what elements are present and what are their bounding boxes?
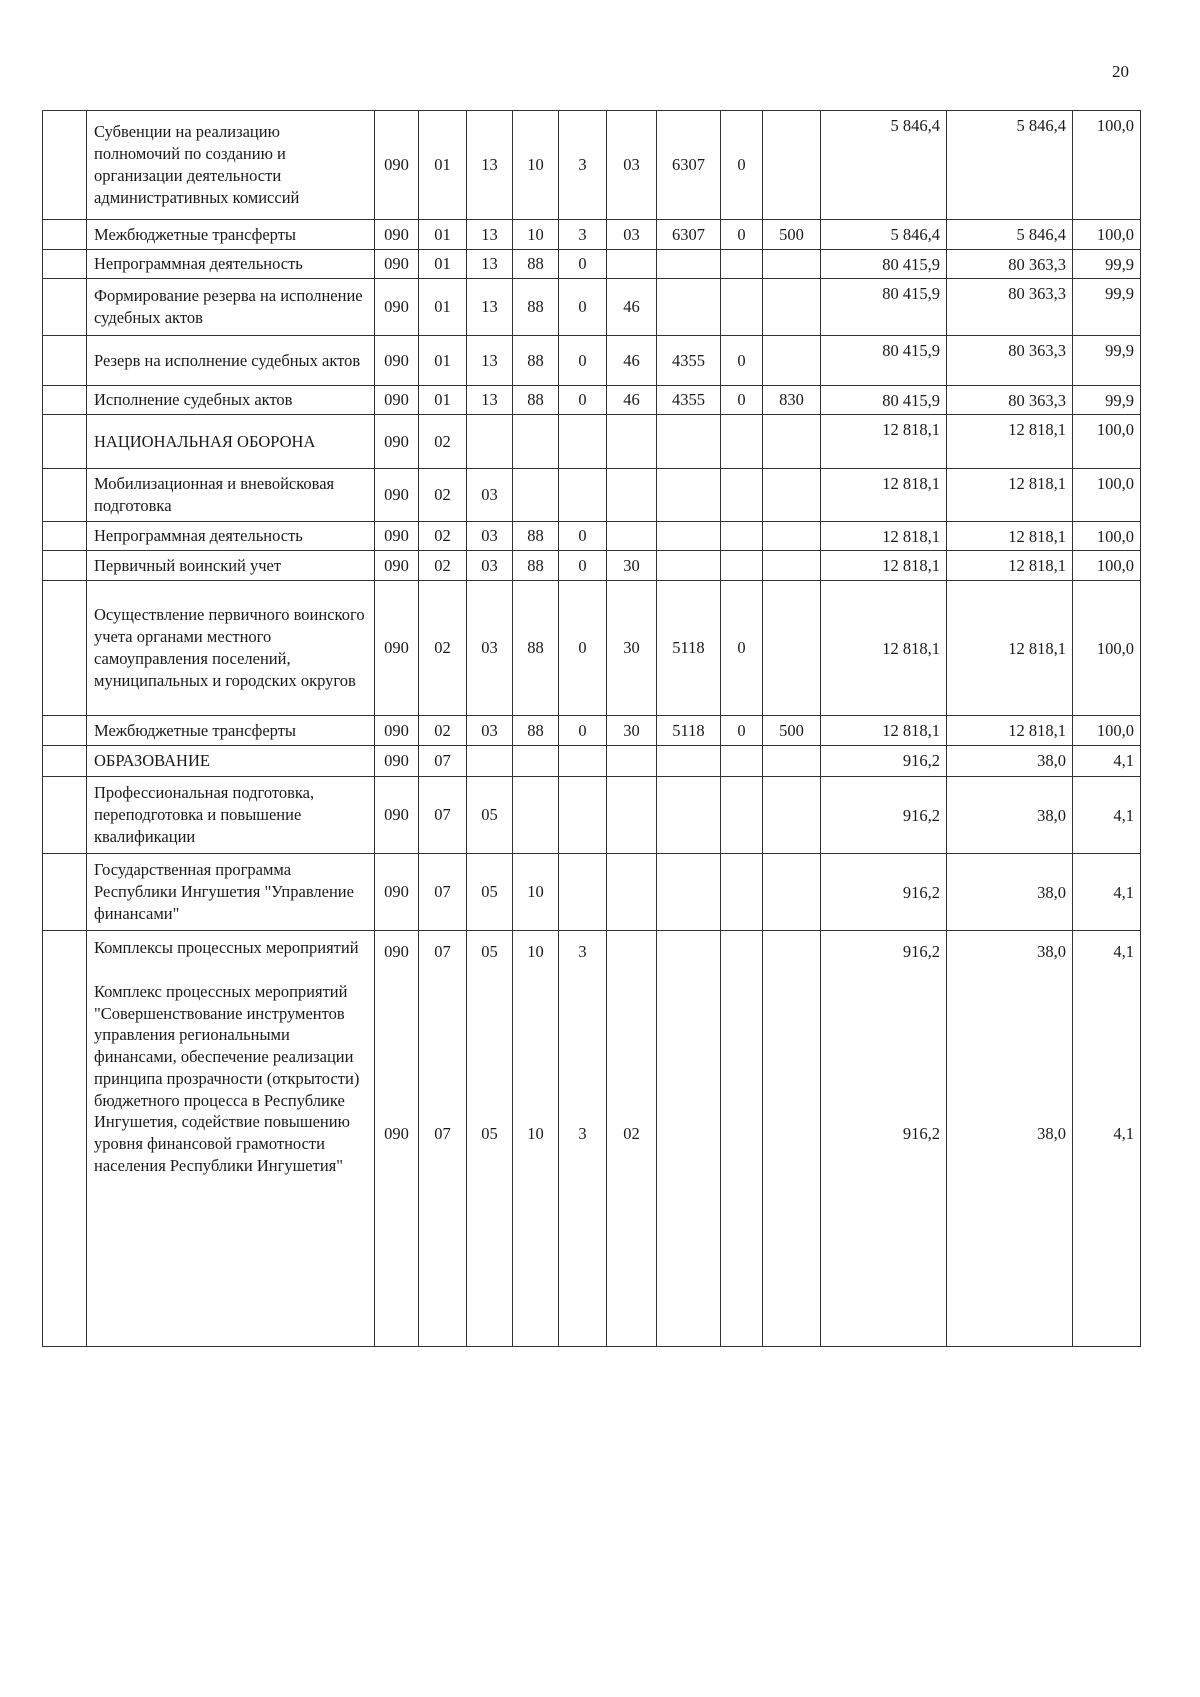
row-gap-cell [43, 854, 87, 931]
code-9 [763, 777, 821, 854]
plan-value [821, 931, 947, 1347]
code-5: 0 [559, 279, 607, 336]
row-gap-cell [43, 386, 87, 415]
code-3: 05 [467, 854, 513, 931]
actual-value: 80 363,3 [947, 279, 1073, 336]
percent-value: 99,9 [1073, 279, 1141, 336]
code-1 [375, 931, 419, 1347]
code-2: 07 [419, 854, 467, 931]
row-name: Формирование резерва на исполнение судебных актов [87, 279, 375, 336]
code-1: 090 [375, 279, 419, 336]
code-1: 090 [375, 386, 419, 415]
code-7 [657, 854, 721, 931]
code-6: 46 [607, 336, 657, 386]
code-5 [559, 931, 607, 1347]
code-4: 10 [513, 111, 559, 220]
code-4: 88 [513, 250, 559, 279]
code-9 [763, 854, 821, 931]
code-5: 0 [559, 716, 607, 746]
plan-value: 80 415,9 [821, 386, 947, 415]
code-value: 3 [578, 1123, 587, 1143]
code-7 [657, 777, 721, 854]
code-6: 03 [607, 220, 657, 250]
code-value: 10 [527, 1123, 544, 1143]
row-name: Исполнение судебных актов [87, 386, 375, 415]
actual-value: 38,0 [1037, 942, 1066, 961]
code-1: 090 [375, 777, 419, 854]
code-value: 10 [527, 942, 544, 961]
code-8 [721, 250, 763, 279]
actual-value: 12 818,1 [947, 469, 1073, 522]
code-5: 0 [559, 386, 607, 415]
code-7: 4355 [657, 386, 721, 415]
code-1: 090 [375, 746, 419, 777]
code-4 [513, 415, 559, 469]
row-gap-cell [43, 551, 87, 581]
code-6 [607, 469, 657, 522]
code-9: 830 [763, 386, 821, 415]
code-1: 090 [375, 250, 419, 279]
code-9 [763, 551, 821, 581]
code-2: 01 [419, 250, 467, 279]
code-8: 0 [721, 111, 763, 220]
actual-value: 5 846,4 [947, 111, 1073, 220]
row-name: Резерв на исполнение судебных актов [87, 336, 375, 386]
code-7: 5118 [657, 581, 721, 716]
table-row [43, 777, 1141, 854]
code-value: 090 [384, 1123, 409, 1143]
code-4: 10 [513, 854, 559, 931]
code-7 [657, 522, 721, 551]
code-4: 10 [513, 220, 559, 250]
code-9 [763, 415, 821, 469]
row-name: Профессиональная подготовка, переподготовка и повышение квалификации [87, 777, 375, 854]
row-gap-cell [43, 279, 87, 336]
row-name: Государственная программа Республики Ингушетия "Управление финансами" [87, 854, 375, 931]
code-4: 88 [513, 279, 559, 336]
code-5: 0 [559, 522, 607, 551]
code-6 [607, 415, 657, 469]
code-9 [763, 469, 821, 522]
table-row [43, 336, 1141, 386]
table-row [43, 415, 1141, 469]
code-value: 05 [481, 942, 498, 961]
code-1: 090 [375, 716, 419, 746]
row-name: Осуществление первичного воинского учета органами местного самоуправления поселений, муниципальных и городских округов [87, 581, 375, 716]
code-7 [657, 250, 721, 279]
actual-value: 12 818,1 [947, 551, 1073, 581]
percent-value [1073, 931, 1141, 1347]
code-4 [513, 931, 559, 1347]
code-1: 090 [375, 581, 419, 716]
code-8 [721, 279, 763, 336]
code-9: 500 [763, 716, 821, 746]
code-4: 88 [513, 581, 559, 716]
code-3: 05 [467, 777, 513, 854]
table-row [43, 386, 1141, 415]
code-2: 02 [419, 469, 467, 522]
actual-value: 12 818,1 [947, 716, 1073, 746]
code-4 [513, 469, 559, 522]
code-2: 02 [419, 551, 467, 581]
code-3: 03 [467, 522, 513, 551]
plan-value: 916,2 [821, 777, 947, 854]
code-5: 0 [559, 551, 607, 581]
code-8: 0 [721, 220, 763, 250]
code-8 [721, 746, 763, 777]
code-3: 13 [467, 336, 513, 386]
code-8 [721, 522, 763, 551]
code-value: 07 [434, 1123, 451, 1143]
table-row [43, 581, 1141, 716]
code-8 [721, 854, 763, 931]
row-gap-cell [43, 250, 87, 279]
code-1: 090 [375, 415, 419, 469]
row-name-merged [87, 931, 375, 1347]
actual-value: 12 818,1 [947, 415, 1073, 469]
row-gap-cell [43, 746, 87, 777]
code-2: 02 [419, 716, 467, 746]
row-name: Мобилизационная и вневойсковая подготовка [87, 469, 375, 522]
percent-value: 100,0 [1073, 522, 1141, 551]
code-1: 090 [375, 220, 419, 250]
code-7: 6307 [657, 220, 721, 250]
code-2: 01 [419, 111, 467, 220]
code-3 [467, 746, 513, 777]
code-6: 46 [607, 279, 657, 336]
actual-value: 80 363,3 [947, 250, 1073, 279]
code-1: 090 [375, 854, 419, 931]
plan-value: 916,2 [902, 1123, 940, 1143]
code-7 [657, 469, 721, 522]
table-row [43, 220, 1141, 250]
code-value: 090 [384, 942, 409, 961]
code-6 [607, 746, 657, 777]
row-name: Межбюджетные трансферты [87, 220, 375, 250]
code-3: 13 [467, 279, 513, 336]
code-6 [607, 777, 657, 854]
percent-value: 4,1 [1113, 942, 1134, 961]
actual-value: 5 846,4 [947, 220, 1073, 250]
code-7: 5118 [657, 716, 721, 746]
code-5 [559, 415, 607, 469]
code-6 [607, 250, 657, 279]
code-value: 05 [481, 1123, 498, 1143]
percent-value: 99,9 [1073, 386, 1141, 415]
percent-value: 99,9 [1073, 250, 1141, 279]
code-4: 88 [513, 551, 559, 581]
code-8 [721, 551, 763, 581]
row-name: ОБРАЗОВАНИЕ [87, 746, 375, 777]
code-4: 88 [513, 336, 559, 386]
code-6: 30 [607, 716, 657, 746]
plan-value: 5 846,4 [821, 111, 947, 220]
code-5 [559, 469, 607, 522]
table-row [43, 111, 1141, 220]
percent-value: 4,1 [1113, 1123, 1134, 1143]
code-3: 03 [467, 469, 513, 522]
code-5: 3 [559, 111, 607, 220]
row-gap-cell [43, 931, 87, 1347]
row-gap-cell [43, 581, 87, 716]
code-6: 46 [607, 386, 657, 415]
row-name: Субвенции на реализацию полномочий по созданию и организации деятельности административных комиссий [87, 111, 375, 220]
row-name: Непрограммная деятельность [87, 522, 375, 551]
code-1: 090 [375, 111, 419, 220]
code-7 [657, 551, 721, 581]
percent-value: 100,0 [1073, 415, 1141, 469]
code-3: 13 [467, 111, 513, 220]
actual-value [947, 931, 1073, 1347]
actual-value: 12 818,1 [947, 522, 1073, 551]
code-3: 13 [467, 386, 513, 415]
percent-value: 4,1 [1073, 777, 1141, 854]
code-9 [763, 931, 821, 1347]
actual-value: 12 818,1 [947, 581, 1073, 716]
row-gap-cell [43, 469, 87, 522]
code-2: 07 [419, 777, 467, 854]
code-value: 02 [623, 1124, 640, 1143]
code-9: 500 [763, 220, 821, 250]
code-7 [657, 931, 721, 1347]
code-4 [513, 746, 559, 777]
plan-value: 916,2 [902, 942, 940, 961]
code-8 [721, 777, 763, 854]
code-2: 02 [419, 522, 467, 551]
plan-value: 12 818,1 [821, 415, 947, 469]
plan-value: 916,2 [821, 746, 947, 777]
plan-value: 5 846,4 [821, 220, 947, 250]
row-gap-cell [43, 415, 87, 469]
row-name: Комплексы процессных мероприятий [94, 938, 359, 957]
code-1: 090 [375, 522, 419, 551]
code-8: 0 [721, 336, 763, 386]
actual-value: 38,0 [947, 854, 1073, 931]
code-3: 13 [467, 250, 513, 279]
code-9 [763, 111, 821, 220]
code-value: 07 [434, 942, 451, 961]
code-3: 03 [467, 581, 513, 716]
code-9 [763, 522, 821, 551]
code-6: 30 [607, 581, 657, 716]
plan-value: 80 415,9 [821, 279, 947, 336]
percent-value: 100,0 [1073, 469, 1141, 522]
actual-value: 80 363,3 [947, 336, 1073, 386]
actual-value: 38,0 [1037, 1123, 1066, 1143]
table-row [43, 250, 1141, 279]
budget-table [42, 110, 1141, 1347]
code-4: 88 [513, 386, 559, 415]
code-6: 30 [607, 551, 657, 581]
percent-value: 4,1 [1073, 854, 1141, 931]
row-name: НАЦИОНАЛЬНАЯ ОБОРОНА [87, 415, 375, 469]
code-4: 88 [513, 716, 559, 746]
code-2: 02 [419, 581, 467, 716]
actual-value: 38,0 [947, 746, 1073, 777]
code-2: 01 [419, 279, 467, 336]
table-row [43, 522, 1141, 551]
code-5 [559, 777, 607, 854]
code-7: 4355 [657, 336, 721, 386]
percent-value: 99,9 [1073, 336, 1141, 386]
code-8 [721, 415, 763, 469]
code-value [612, 941, 651, 963]
code-8: 0 [721, 716, 763, 746]
table-row [43, 746, 1141, 777]
plan-value: 12 818,1 [821, 716, 947, 746]
code-9 [763, 250, 821, 279]
code-5: 0 [559, 250, 607, 279]
percent-value: 100,0 [1073, 220, 1141, 250]
code-8: 0 [721, 581, 763, 716]
table-row [43, 931, 1141, 1347]
row-gap-cell [43, 336, 87, 386]
percent-value: 100,0 [1073, 551, 1141, 581]
plan-value: 80 415,9 [821, 250, 947, 279]
percent-value: 100,0 [1073, 111, 1141, 220]
row-name: Непрограммная деятельность [87, 250, 375, 279]
code-4 [513, 777, 559, 854]
row-name: Комплекс процессных мероприятий "Совершенствование инструментов управления региональными финансами, обеспечение реализации принципа прозрачности (открытости) бюджетного процесса в Республике Ингушетия, содействие повышению уровня финансовой грамотности населения Республики Ингушетия" [94, 981, 360, 1175]
code-3: 03 [467, 551, 513, 581]
row-gap-cell [43, 522, 87, 551]
code-4: 88 [513, 522, 559, 551]
plan-value: 80 415,9 [821, 336, 947, 386]
table-row [43, 279, 1141, 336]
row-gap-cell [43, 111, 87, 220]
code-3 [467, 415, 513, 469]
code-9 [763, 336, 821, 386]
code-1: 090 [375, 551, 419, 581]
code-1: 090 [375, 469, 419, 522]
code-2 [419, 931, 467, 1347]
code-7 [657, 746, 721, 777]
code-5: 3 [559, 220, 607, 250]
percent-value: 100,0 [1073, 716, 1141, 746]
code-6 [607, 931, 657, 1347]
code-5: 0 [559, 336, 607, 386]
code-5 [559, 854, 607, 931]
row-name: Первичный воинский учет [87, 551, 375, 581]
code-5 [559, 746, 607, 777]
code-3: 03 [467, 716, 513, 746]
plan-value: 12 818,1 [821, 522, 947, 551]
code-6: 03 [607, 111, 657, 220]
code-3: 13 [467, 220, 513, 250]
code-7 [657, 279, 721, 336]
percent-value: 100,0 [1073, 581, 1141, 716]
code-7 [657, 415, 721, 469]
code-9 [763, 279, 821, 336]
code-1: 090 [375, 336, 419, 386]
percent-value: 4,1 [1073, 746, 1141, 777]
row-gap-cell [43, 716, 87, 746]
code-8: 0 [721, 386, 763, 415]
code-9 [763, 746, 821, 777]
table-row [43, 854, 1141, 931]
code-3 [467, 931, 513, 1347]
table-row [43, 716, 1141, 746]
code-2: 07 [419, 746, 467, 777]
row-gap-cell [43, 777, 87, 854]
row-name: Межбюджетные трансферты [87, 716, 375, 746]
code-9 [763, 581, 821, 716]
table-row [43, 551, 1141, 581]
plan-value: 12 818,1 [821, 551, 947, 581]
code-value: 3 [578, 942, 587, 961]
code-6 [607, 854, 657, 931]
code-8 [721, 931, 763, 1347]
page-number: 20 [1112, 62, 1129, 81]
code-2: 01 [419, 386, 467, 415]
actual-value: 38,0 [947, 777, 1073, 854]
code-6 [607, 522, 657, 551]
plan-value: 12 818,1 [821, 581, 947, 716]
code-2: 02 [419, 415, 467, 469]
code-7: 6307 [657, 111, 721, 220]
table-row [43, 469, 1141, 522]
actual-value: 80 363,3 [947, 386, 1073, 415]
code-2: 01 [419, 220, 467, 250]
code-5: 0 [559, 581, 607, 716]
row-gap-cell [43, 220, 87, 250]
plan-value: 916,2 [821, 854, 947, 931]
plan-value: 12 818,1 [821, 469, 947, 522]
code-2: 01 [419, 336, 467, 386]
code-8 [721, 469, 763, 522]
